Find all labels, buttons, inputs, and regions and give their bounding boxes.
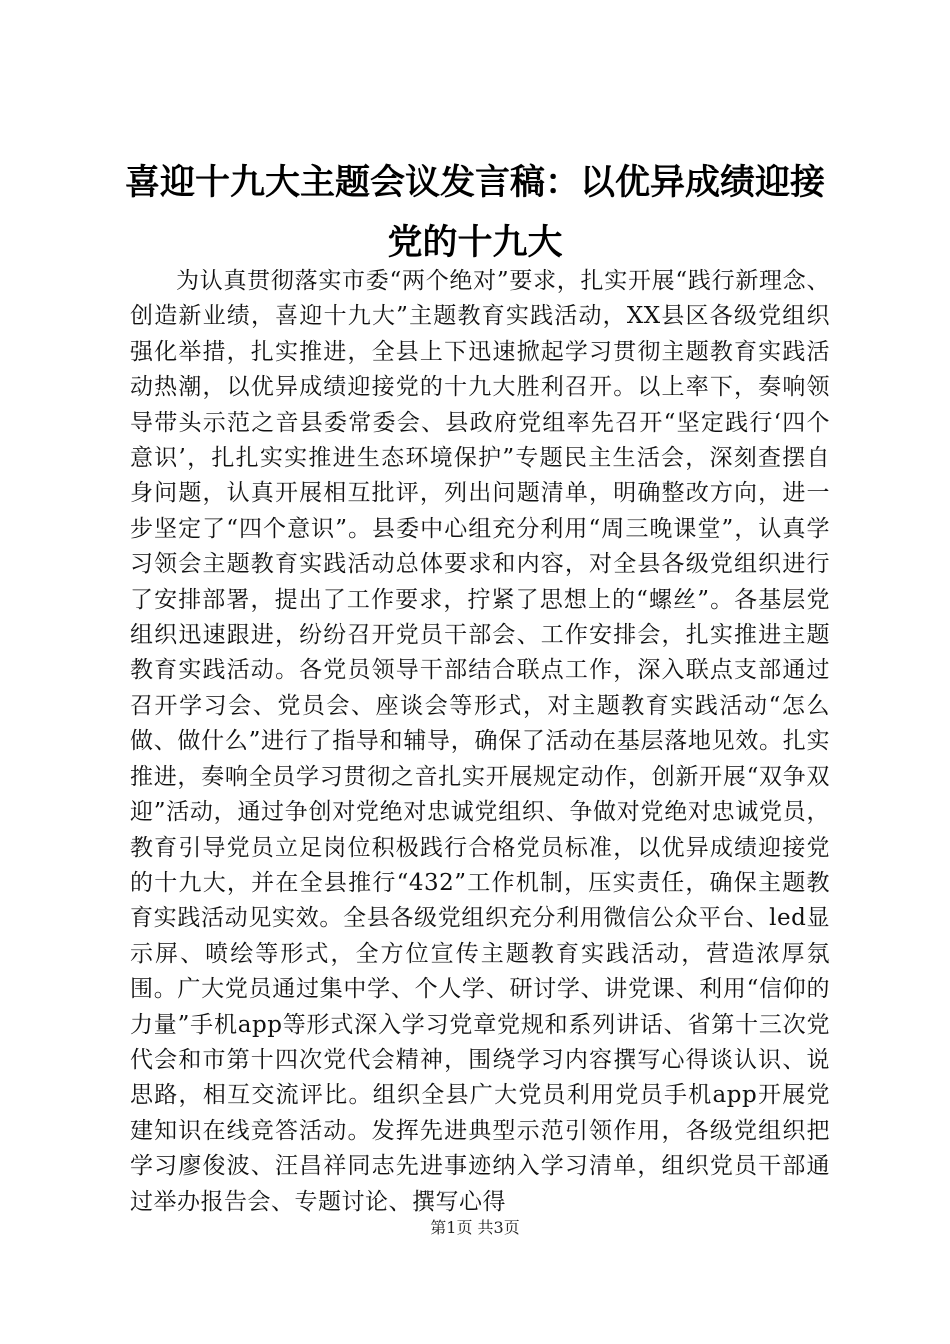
page-number-footer: 第1页 共3页	[430, 1218, 520, 1237]
document-title-line-2: 党的十九大	[387, 222, 563, 263]
document-body-paragraph: 为认真贯彻落实市委“两个绝对”要求，扎实开展“践行新理念、创造新业绩，喜迎十九大”主题教育实践活动，XX县区各级党组织强化举措，扎实推进，全县上下迅速掀起学习贯彻主题教育实践活动热潮，以优异成绩迎接党的十九大胜利召开。以上率下，奏响领导带头示范之音县委常委会、县政府党组率先召开“坚定践行‘四个意识’，扎扎实实推进生态环境保护”专题民主生活会，深刻查摆自身问题，认真开展相互批评，列出问题清单，明确整改方向，进一步坚定了“四个意识”。县委中心组充分利用“周三晚课堂”，认真学习领会主题教育实践活动总体要求和内容，对全县各级党组织进行了安排部署，提出了工作要求，拧紧了思想上的“螺丝”。各基层党组织迅速跟进，纷纷召开党员干部会、工作安排会，扎实推进主题教育实践活动。各党员领导干部结合联点工作，深入联点支部通过召开学习会、党员会、座谈会等形式，对主题教育实践活动“怎么做、做什么”进行了指导和辅导，确保了活动在基层落地见效。扎实推进，奏响全员学习贯彻之音扎实开展规定动作，创新开展“双争双迎”活动，通过争创对党绝对忠诚党组织、争做对党绝对忠诚党员，教育引导党员立足岗位积极践行合格党员标准，以优异成绩迎接党的十九大，并在全县推行“432”工作机制，压实责任，确保主题教育实践活动见实效。全县各级党组织充分利用微信公众平台、led显示屏、喷绘等形式，全方位宣传主题教育实践活动，营造浓厚氛围。广大党员通过集中学、个人学、研讨学、讲党课、利用“信仰的力量”手机app等形式深入学习党章党规和系列讲话、省第十三次党代会和市第十四次党代会精神，围绕学习内容撰写心得谈认识、说思路，相互交流评比。组织全县广大党员利用党员手机app开展党建知识在线竞答活动。发挥先进典型示范引领作用，各级党组织把学习廖俊波、汪昌祥同志先进事迹纳入学习清单，组织党员干部通过举办报告会、专题讨论、撰写心得	[130, 268, 830, 1215]
document-title-line-1: 喜迎十九大主题会议发言稿：以优异成绩迎接	[124, 162, 825, 203]
